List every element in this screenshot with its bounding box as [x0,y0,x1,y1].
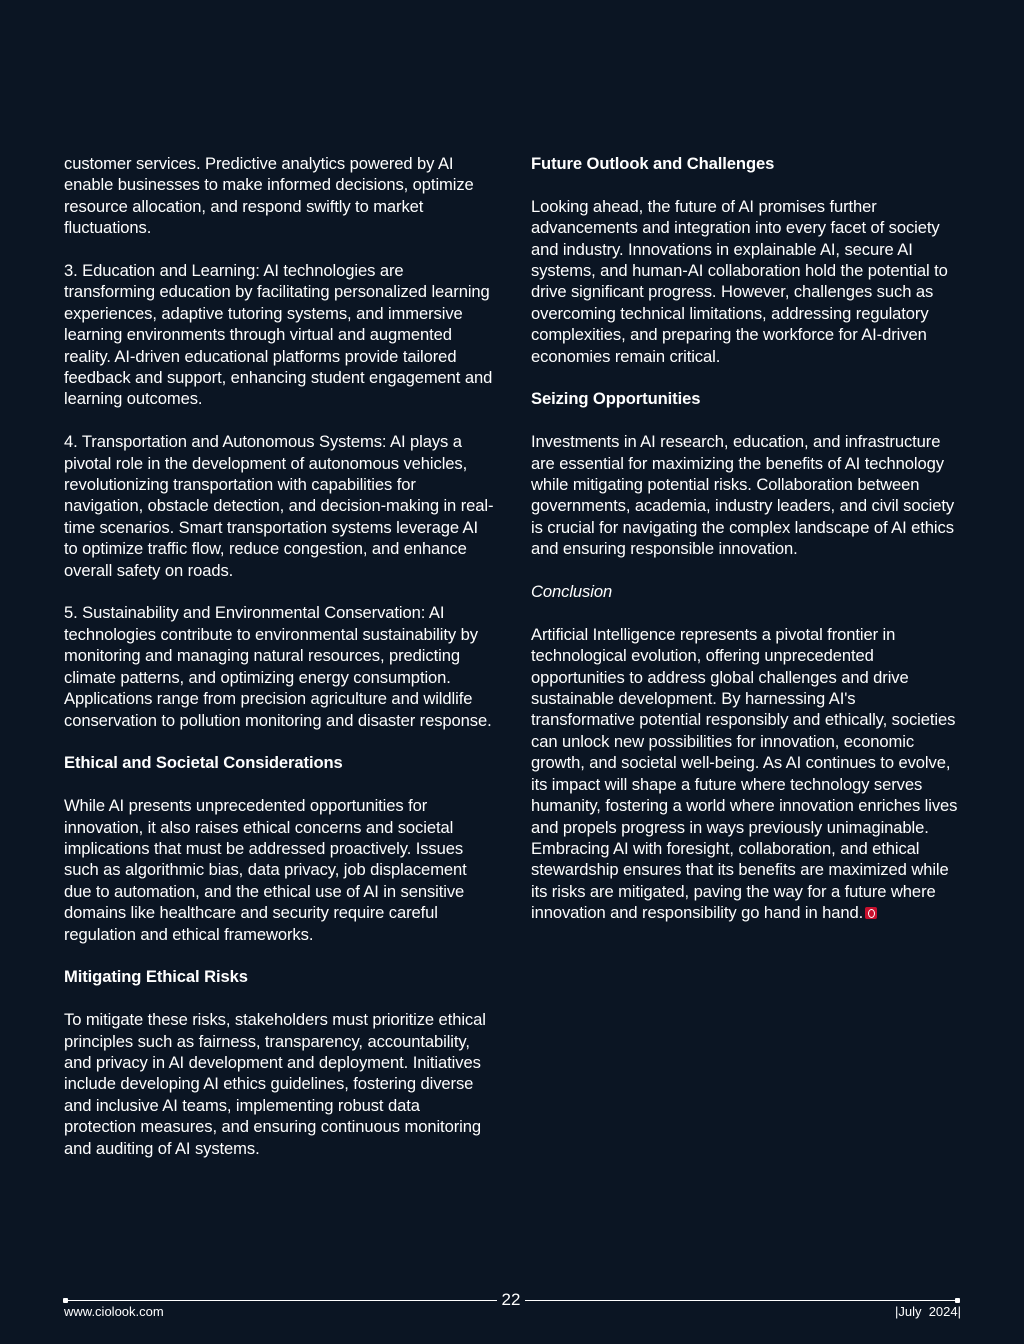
footer-divider-left [66,1300,497,1301]
paragraph-mitigating-risks: To mitigate these risks, stakeholders must prioritize ethical principles such as fairness, transparency, accountability, and privacy in AI development and deployment. Initiatives include developing AI ethics guidelines, fostering diverse and inclusive AI teams, implementing robust data protection measures, and ensuring continuous monitoring and auditing of AI systems. [64,1010,486,1158]
ciolook-logo-icon [865,907,877,919]
paragraph-ethical-concerns: While AI presents unprecedented opportunities for innovation, it also raises ethical concerns and societal implications that must be addressed proactively. Issues such as algorithmic bias, data privacy, job displacement due to automation, and the ethical use of AI in sensitive domains like healthcare and security require careful regulation and ethical frameworks. [64,796,467,944]
conclusion-text: Artificial Intelligence represents a pivotal frontier in technological evolution, offering unprecedented opportunities to address global challenges and drive sustainable development. By harnessing AI's transformative potential responsibly and ethically, societies can unlock new possibilities for innovation, economic growth, and societal well-being. As AI continues to evolve, its impact will shape a future where technology serves humanity, fostering a world where innovation enriches lives and propels progress in ways previously unimaginable. Embracing AI with foresight, collaboration, and ethical stewardship ensures that its benefits are maximized while its risks are mitigated, paving the way for a future where innovation and responsibility go hand in hand. [531,624,958,923]
heading-mitigating-risks: Mitigating Ethical Risks [64,967,248,987]
paragraph-future-outlook: Looking ahead, the future of AI promises further advancements and integration into every facet of society and industry. Innovations in explainable AI, secure AI systems, and human-AI collaboration hold the potential to drive significant progress. However, challenges such as overcoming technical limitations, addressing regulatory complexities, and preparing the workforce for AI-driven economies remain critical. [531,196,948,366]
footer-divider-right [525,1300,956,1301]
heading-conclusion: Conclusion [531,582,613,602]
paragraph-business-analytics: customer services. Predictive analytics powered by AI enable businesses to make informed decisions, optimize resource allocation, and respond swiftly to market fluctuations. [64,154,474,238]
heading-future-outlook: Future Outlook and Challenges [531,154,775,173]
paragraph-transportation: 4. Transportation and Autonomous Systems: AI plays a pivotal role in the development of autonomous vehicles, revolutionizing transportation with capabilities for navigation, obstacle detection, and decision-making in real-time scenarios. Smart transportation systems leverage AI to optimize traffic flow, reduce congestion, and enhance overall safety on roads. [64,432,494,580]
paragraph-seizing-opportunities: Investments in AI research, education, and infrastructure are essential for maximizing the benefits of AI technology while mitigating potential risks. Collaboration between governments, academia, industry leaders, and civil society is crucial for navigating the complex landscape of AI ethics and ensuring responsible innovation. [531,432,955,559]
heading-seizing-opportunities: Seizing Opportunities [531,389,701,409]
footer-website: www.ciolook.com [64,1304,164,1319]
page-number: 22 [501,1290,521,1309]
paragraph-education-learning: 3. Education and Learning: AI technologies are transforming education by facilitating personalized learning experiences, adaptive tutoring systems, and immersive learning environments through virtual and augmented reality. AI-driven educational platforms provide tailored feedback and support, enhancing student engagement and learning outcomes. [64,261,493,409]
right-column [531,153,963,945]
footer-date: |July 2024| [894,1304,961,1319]
heading-ethical-considerations: Ethical and Societal Considerations [64,753,343,773]
left-column [64,153,496,1180]
paragraph-sustainability: 5. Sustainability and Environmental Conservation: AI technologies contribute to environmental sustainability by monitoring and managing natural resources, predicting climate patterns, and optimizing energy consumption. Applications range from precision agriculture and wildlife conservation to pollution monitoring and disaster response. [64,603,492,730]
footer-dot-right [955,1298,960,1303]
paragraph-conclusion [531,624,963,924]
